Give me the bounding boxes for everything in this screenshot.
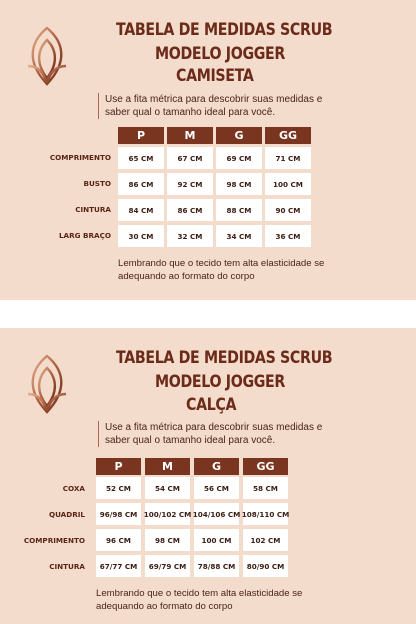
table-cell: 58 CM	[243, 477, 288, 499]
size-header-p: P	[96, 458, 141, 475]
table-cell: 86 CM	[118, 173, 164, 195]
elasticity-note: Lembrando que o tecido tem alta elasticidade se adequando ao formato do corpo	[118, 258, 325, 282]
table-cell: 78/88 CM	[194, 555, 239, 577]
table-cell: 100 CM	[194, 529, 239, 551]
table-cell: 86 CM	[167, 199, 213, 221]
size-header-m: M	[167, 127, 213, 144]
row-label-comprimento: COMPRIMENTO	[49, 153, 111, 162]
table-cell: 96/98 CM	[96, 503, 141, 525]
table-cell: 32 CM	[167, 225, 213, 247]
table-cell: 71 CM	[265, 147, 311, 169]
page-title-line-1: TABELA DE MEDIDAS SCRUB	[116, 348, 333, 367]
table-cell: 88 CM	[216, 199, 262, 221]
table-cell: 69 CM	[216, 147, 262, 169]
page-title-line-3: CAMISETA	[176, 66, 254, 85]
table-cell: 96 CM	[96, 529, 141, 551]
table-cell: 69/79 CM	[145, 555, 190, 577]
row-label-quadril: QUADRIL	[48, 510, 85, 519]
intro-text: Use a fita métrica para descobrir suas medidas e saber qual o tamanho ideal para você.	[98, 93, 328, 119]
table-cell: 54 CM	[145, 477, 190, 499]
table-cell: 104/106 CM	[194, 503, 239, 525]
row-label-cintura: CINTURA	[75, 205, 111, 214]
calca-size-chart	[0, 328, 416, 624]
table-cell: 98 CM	[145, 529, 190, 551]
size-header-g: G	[194, 458, 239, 475]
table-cell: 98 CM	[216, 173, 262, 195]
table-cell: 100 CM	[265, 173, 311, 195]
page-title-line-2: MODELO JOGGER	[155, 44, 285, 63]
lotus-leaf-logo-icon	[24, 26, 70, 88]
page-title-line-1: TABELA DE MEDIDAS SCRUB	[116, 20, 333, 39]
size-header-gg: GG	[265, 127, 311, 144]
elasticity-note: Lembrando que o tecido tem alta elasticidade se adequando ao formato do corpo	[96, 588, 303, 612]
table-cell: 80/90 CM	[243, 555, 288, 577]
table-cell: 90 CM	[265, 199, 311, 221]
table-cell: 30 CM	[118, 225, 164, 247]
row-label-busto: BUSTO	[83, 179, 111, 188]
page-title-line-3: CALÇA	[186, 395, 237, 414]
intro-text: Use a fita métrica para descobrir suas medidas e saber qual o tamanho ideal para você.	[98, 421, 328, 447]
row-label-coxa: COXA	[62, 484, 85, 493]
table-cell: 100/102 CM	[145, 503, 190, 525]
table-cell: 108/110 CM	[243, 503, 288, 525]
table-cell: 84 CM	[118, 199, 164, 221]
table-cell: 56 CM	[194, 477, 239, 499]
table-cell: 67 CM	[167, 147, 213, 169]
size-header-p: P	[118, 127, 164, 144]
camiseta-size-chart	[0, 0, 416, 300]
page-title-line-2: MODELO JOGGER	[155, 372, 285, 391]
table-cell: 52 CM	[96, 477, 141, 499]
row-label-cintura: CINTURA	[49, 562, 85, 571]
table-cell: 102 CM	[243, 529, 288, 551]
row-label-larg-braco: LARG BRAÇO	[58, 231, 111, 240]
lotus-leaf-logo-icon	[24, 354, 70, 416]
table-cell: 65 CM	[118, 147, 164, 169]
row-label-comprimento: COMPRIMENTO	[23, 536, 85, 545]
table-cell: 36 CM	[265, 225, 311, 247]
size-header-g: G	[216, 127, 262, 144]
size-header-m: M	[145, 458, 190, 475]
table-cell: 67/77 CM	[96, 555, 141, 577]
table-cell: 34 CM	[216, 225, 262, 247]
table-cell: 92 CM	[167, 173, 213, 195]
size-header-gg: GG	[243, 458, 288, 475]
